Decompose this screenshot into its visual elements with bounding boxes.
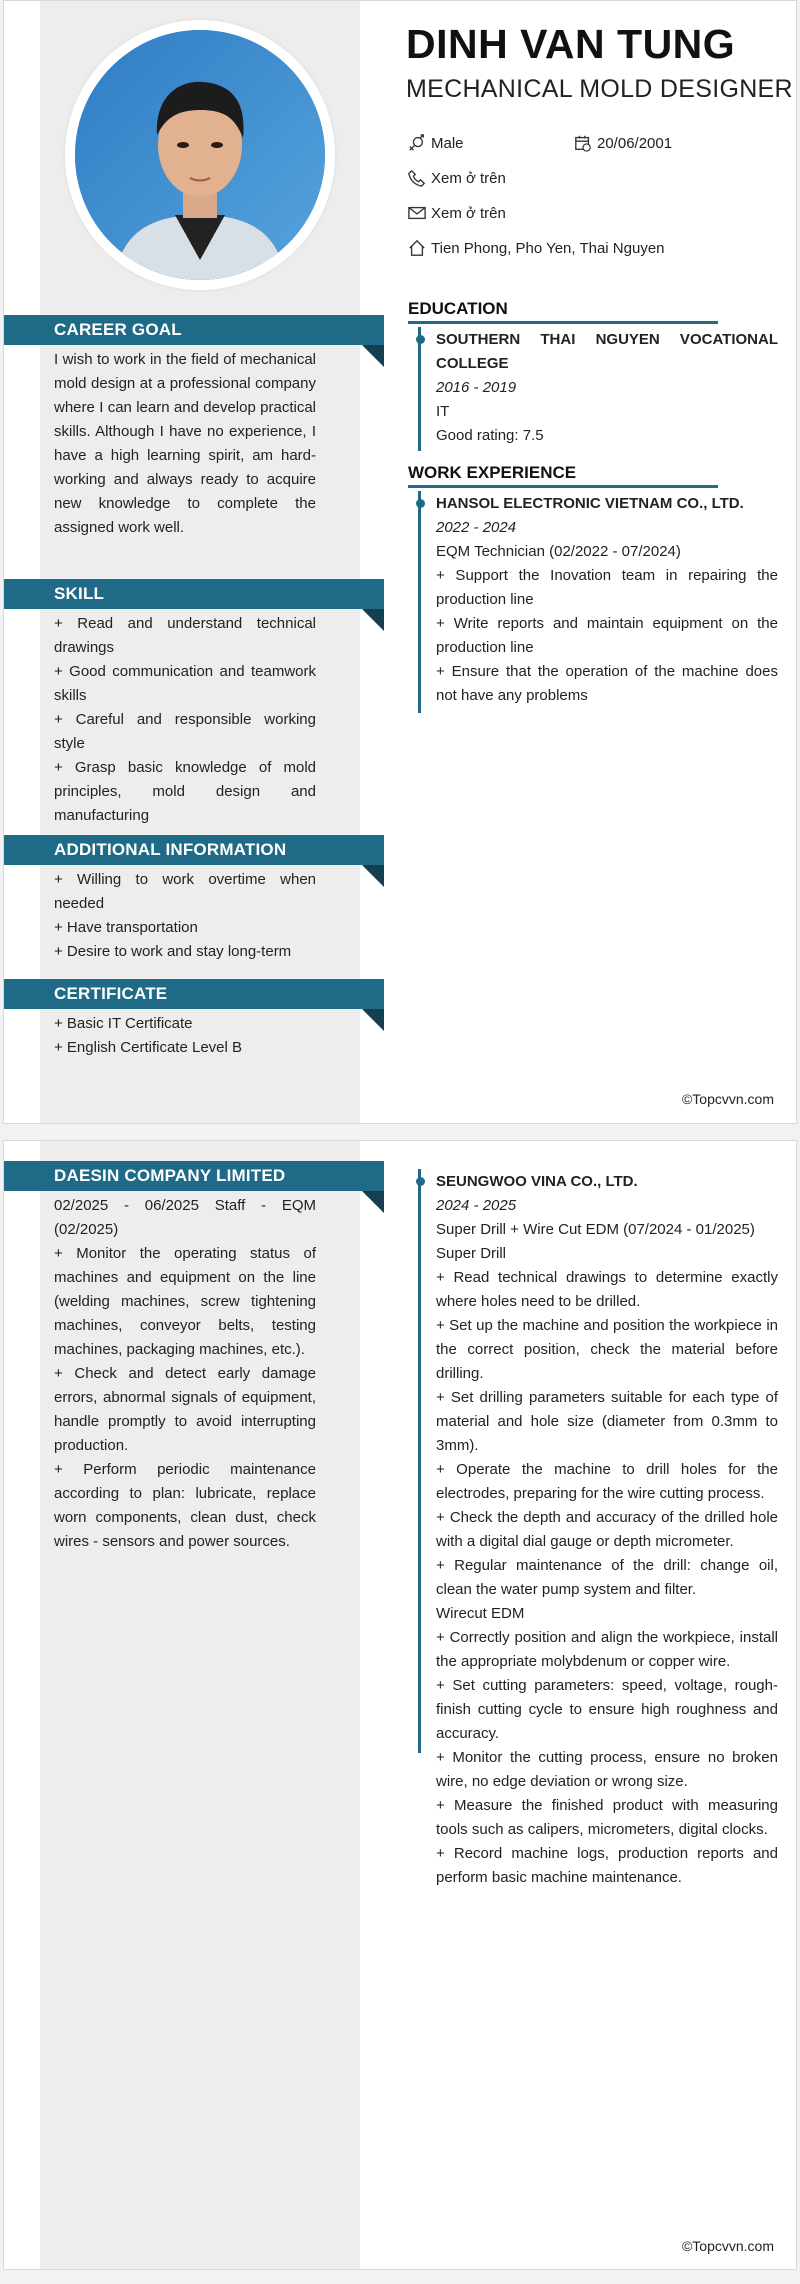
job-duty: Super Drill <box>436 1245 507 1262</box>
additional-info-heading: ADDITIONAL INFORMATION <box>4 835 384 865</box>
job-duty: + Record machine logs, production reports and perform basic machine maintenance. <box>436 1845 778 1886</box>
candidate-title: MECHANICAL MOLD DESIGNER <box>406 75 793 103</box>
additional-info-list <box>54 868 316 964</box>
work-timeline <box>418 491 421 713</box>
phone-value[interactable]: Xem ở trên <box>431 169 506 187</box>
certificate-list <box>54 1012 316 1060</box>
job-role: EQM Technician (02/2022 - 07/2024) <box>436 543 681 560</box>
daesin-line: + Perform periodic maintenance according to plan: lubricate, replace worn components, clean dust, check wires - sensors and power sources. <box>54 1461 316 1550</box>
address-value: Tien Phong, Pho Yen, Thai Nguyen <box>431 239 665 257</box>
ribbon-fold <box>362 345 384 367</box>
work-timeline <box>418 1169 421 1753</box>
education-underline <box>408 321 718 324</box>
education-timeline <box>418 327 421 451</box>
skill-item: + Good communication and teamwork skills <box>54 663 316 704</box>
profile-photo <box>75 30 325 280</box>
daesin-heading: DAESIN COMPANY LIMITED <box>4 1161 384 1191</box>
job-duty: + Regular maintenance of the drill: change oil, clean the water pump system and filter. <box>436 1557 778 1598</box>
ribbon-fold <box>362 609 384 631</box>
job-duty: + Ensure that the operation of the machine does not have any problems <box>436 663 778 704</box>
certificate-heading: CERTIFICATE <box>4 979 384 1009</box>
education-heading: EDUCATION <box>408 299 508 318</box>
skill-item: + Read and understand technical drawings <box>54 615 316 656</box>
education-rating: Good rating: 7.5 <box>436 427 544 444</box>
job-period: 2024 - 2025 <box>436 1197 517 1214</box>
daesin-line: + Monitor the operating status of machines and equipment on the line (welding machines, screw tightening machines, conveyor belts, testing machines, packaging machines, etc.). <box>54 1245 316 1358</box>
job-duty: + Set up the machine and position the workpiece in the correct position, check the material before drilling. <box>436 1317 778 1382</box>
ribbon-fold <box>362 865 384 887</box>
certificate-item: + English Certificate Level B <box>54 1039 243 1056</box>
career-goal-text: I wish to work in the field of mechanical mold design at a professional company where I can learn and develop practical skills. Although I have no experience, I have a high learning spirit, am hard-working and always ready to acquire new knowledge to complete the assigned work well. <box>54 351 316 536</box>
job-entry-hansol <box>436 492 778 708</box>
mail-icon <box>408 204 426 222</box>
school-name: SOUTHERN THAI NGUYEN VOCATIONAL COLLEGE <box>436 331 778 372</box>
additional-item: + Willing to work overtime when needed <box>54 871 316 912</box>
gender-value: Male <box>431 134 464 152</box>
job-duty: + Monitor the cutting process, ensure no broken wire, no edge deviation or wrong size. <box>436 1749 778 1790</box>
education-period: 2016 - 2019 <box>436 379 517 396</box>
work-experience-underline <box>408 485 718 488</box>
skill-list <box>54 612 316 828</box>
additional-item: + Desire to work and stay long-term <box>54 943 292 960</box>
job-duty: + Measure the finished product with measuring tools such as calipers, micrometers, digital clocks. <box>436 1797 778 1838</box>
job-duty: + Check the depth and accuracy of the drilled hole with a digital dial gauge or depth micrometer. <box>436 1509 778 1550</box>
additional-item: + Have transportation <box>54 919 198 936</box>
gender-info <box>408 134 464 152</box>
email-info <box>408 204 506 222</box>
job-duty: + Support the Inovation team in repairing the production line <box>436 567 778 608</box>
daesin-details <box>54 1194 316 1554</box>
daesin-line: 02/2025 - 06/2025 Staff - EQM (02/2025) <box>54 1197 316 1238</box>
timeline-dot <box>416 335 425 344</box>
job-entry-seungwoo <box>436 1170 778 1890</box>
job-duty: + Operate the machine to drill holes for the electrodes, preparing for the wire cutting process. <box>436 1461 778 1502</box>
profile-photo-frame <box>65 20 335 290</box>
home-icon <box>408 239 426 257</box>
ribbon-fold <box>362 1009 384 1031</box>
skill-item: + Careful and responsible working style <box>54 711 316 752</box>
job-role: Super Drill + Wire Cut EDM (07/2024 - 01/2025) <box>436 1221 755 1238</box>
career-goal-heading: CAREER GOAL <box>4 315 384 345</box>
skill-item: + Grasp basic knowledge of mold principles, mold design and manufacturing <box>54 759 316 824</box>
job-duty: + Write reports and maintain equipment on the production line <box>436 615 778 656</box>
skill-heading: SKILL <box>4 579 384 609</box>
gender-icon <box>408 134 426 152</box>
job-duty: + Set drilling parameters suitable for each type of material and hole size (diameter from 0.3mm to 3mm). <box>436 1389 778 1454</box>
ribbon-fold <box>362 1191 384 1213</box>
address-info <box>408 239 665 257</box>
job-period: 2022 - 2024 <box>436 519 517 536</box>
daesin-line: + Check and detect early damage errors, abnormal signals of equipment, handle promptly to avoid interrupting production. <box>54 1365 316 1454</box>
phone-info <box>408 169 506 187</box>
email-value[interactable]: Xem ở trên <box>431 204 506 222</box>
certificate-item: + Basic IT Certificate <box>54 1015 193 1032</box>
calendar-icon <box>574 134 592 152</box>
resume-page-2 <box>3 1140 797 2270</box>
timeline-dot <box>416 1177 425 1186</box>
education-major: IT <box>436 403 450 420</box>
birthdate-info <box>574 134 672 152</box>
birthdate-value: 20/06/2001 <box>597 134 673 152</box>
job-duty: + Set cutting parameters: speed, voltage, rough-finish cutting cycle to ensure high roughness and accuracy. <box>436 1677 778 1742</box>
job-duty: + Read technical drawings to determine exactly where holes need to be drilled. <box>436 1269 778 1310</box>
job-duty: Wirecut EDM <box>436 1605 525 1622</box>
phone-icon <box>408 169 426 187</box>
education-entry <box>436 328 778 448</box>
job-duty: + Correctly position and align the workpiece, install the appropriate molybdenum or copper wire. <box>436 1629 778 1670</box>
company-name: SEUNGWOO VINA CO., LTD. <box>436 1173 638 1190</box>
company-name: HANSOL ELECTRONIC VIETNAM CO., LTD. <box>436 495 744 512</box>
work-experience-heading: WORK EXPERIENCE <box>408 463 577 482</box>
timeline-dot <box>416 499 425 508</box>
footer-watermark: ©Topcvvn.com <box>681 2238 774 2254</box>
footer-watermark: ©Topcvvn.com <box>681 1091 774 1107</box>
candidate-name: DINH VAN TUNG <box>406 21 736 67</box>
resume-page-1 <box>3 0 797 1124</box>
